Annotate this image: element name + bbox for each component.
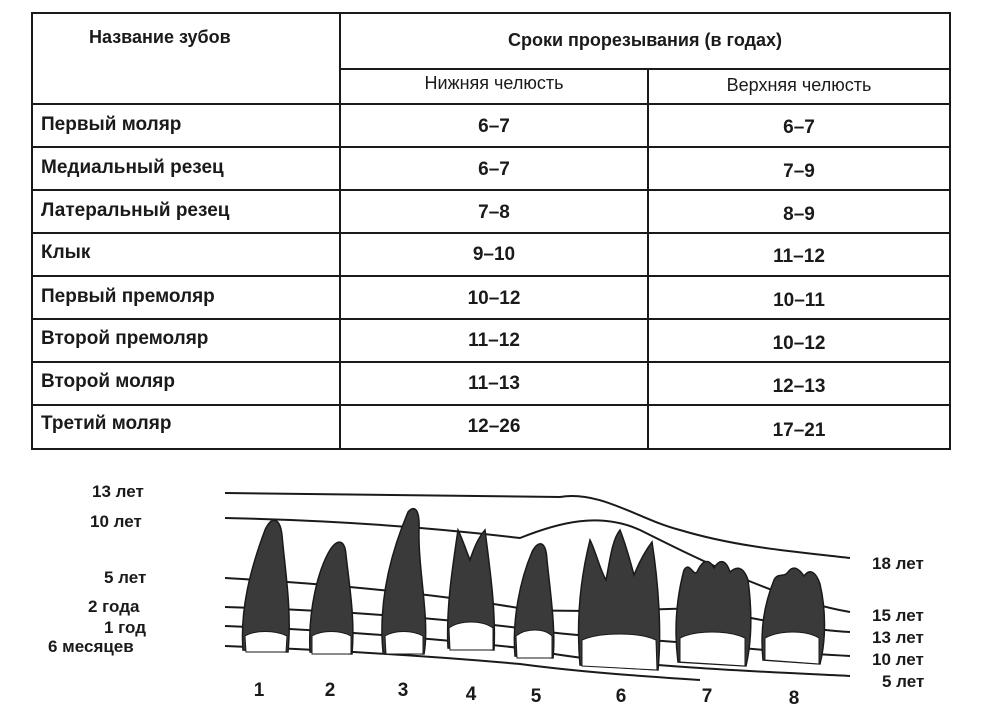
age-label-right: 5 лет xyxy=(882,672,925,691)
age-label-right: 15 лет xyxy=(872,606,924,625)
tooth-name: Второй моляр xyxy=(41,371,176,392)
upper-jaw-value: 6–7 xyxy=(783,117,815,138)
table-row-divider xyxy=(31,361,951,363)
age-label-left: 2 года xyxy=(88,597,140,616)
tooth-4-crown xyxy=(449,622,493,650)
age-label-left: 13 лет xyxy=(92,482,144,501)
tooth-2-crown xyxy=(312,632,351,655)
table-row-divider xyxy=(31,146,951,148)
header-tooth-name: Название зубов xyxy=(89,27,231,47)
tooth-3-crown xyxy=(385,632,423,655)
upper-jaw-value: 12–13 xyxy=(772,376,826,397)
tooth-number: 8 xyxy=(788,688,800,709)
age-label-left: 1 год xyxy=(104,618,146,637)
lower-jaw-value: 6–7 xyxy=(478,116,510,137)
lower-jaw-value: 11–13 xyxy=(468,373,520,394)
age-label-left: 5 лет xyxy=(104,568,147,587)
upper-jaw-value: 10–11 xyxy=(773,290,825,311)
tooth-number: 6 xyxy=(615,686,627,707)
table-row-divider xyxy=(31,232,951,234)
header-eruption-period: Сроки прорезывания (в годах) xyxy=(507,30,783,50)
tooth-6-crown xyxy=(582,634,657,670)
lower-jaw-value: 11–12 xyxy=(468,330,520,351)
upper-jaw-value: 17–21 xyxy=(772,420,826,441)
upper-jaw-value: 10–12 xyxy=(772,333,826,354)
eruption-table xyxy=(31,12,951,450)
tooth-number: 5 xyxy=(530,686,542,707)
lower-jaw-value: 12–26 xyxy=(467,416,521,437)
tooth-number: 4 xyxy=(465,684,477,705)
tooth-name: Первый моляр xyxy=(41,114,182,135)
tooth-number: 3 xyxy=(397,680,409,701)
tooth-7-crown xyxy=(680,632,745,666)
upper-jaw-value: 11–12 xyxy=(773,246,825,267)
header-lower-jaw: Нижняя челюсть xyxy=(424,73,564,93)
tooth-number: 7 xyxy=(701,686,713,707)
lower-jaw-value: 10–12 xyxy=(467,288,521,309)
lower-jaw-value: 6–7 xyxy=(478,159,510,180)
tooth-name: Медиальный резец xyxy=(41,157,224,178)
tooth-1-crown xyxy=(245,632,287,653)
teeth-eruption-diagram xyxy=(0,460,988,722)
lower-jaw-value: 7–8 xyxy=(478,202,510,223)
age-label-left: 10 лет xyxy=(90,512,142,531)
tooth-number: 1 xyxy=(253,680,265,701)
tooth-name: Второй премоляр xyxy=(41,328,209,349)
table-border-right xyxy=(949,12,951,450)
tooth-5-crown xyxy=(516,630,552,658)
table-border-bottom xyxy=(31,448,951,450)
tooth-8-crown xyxy=(765,632,819,664)
age-label-right: 13 лет xyxy=(872,628,924,647)
lower-jaw-value: 9–10 xyxy=(472,244,516,265)
tooth-name: Латеральный резец xyxy=(41,200,230,221)
upper-jaw-value: 7–9 xyxy=(783,161,815,182)
header-upper-jaw: Верхняя челюсть xyxy=(726,75,872,95)
upper-jaw-value: 8–9 xyxy=(783,204,815,225)
age-label-left: 6 месяцев xyxy=(48,637,134,656)
tooth-name: Третий моляр xyxy=(41,413,172,434)
age-label-right: 18 лет xyxy=(872,554,924,573)
table-divider-header xyxy=(31,103,951,105)
age-label-right: 10 лет xyxy=(872,650,924,669)
tooth-name: Первый премоляр xyxy=(41,286,215,307)
eruption-lines-and-teeth xyxy=(0,460,988,722)
table-row-divider xyxy=(31,318,951,320)
tooth-number: 2 xyxy=(324,680,336,701)
table-row-divider xyxy=(31,404,951,406)
table-border-left xyxy=(31,12,33,450)
table-divider-group-title xyxy=(339,68,951,70)
table-border-top xyxy=(31,12,951,14)
tooth-name: Клык xyxy=(41,242,91,263)
table-row-divider xyxy=(31,275,951,277)
table-row-divider xyxy=(31,189,951,191)
